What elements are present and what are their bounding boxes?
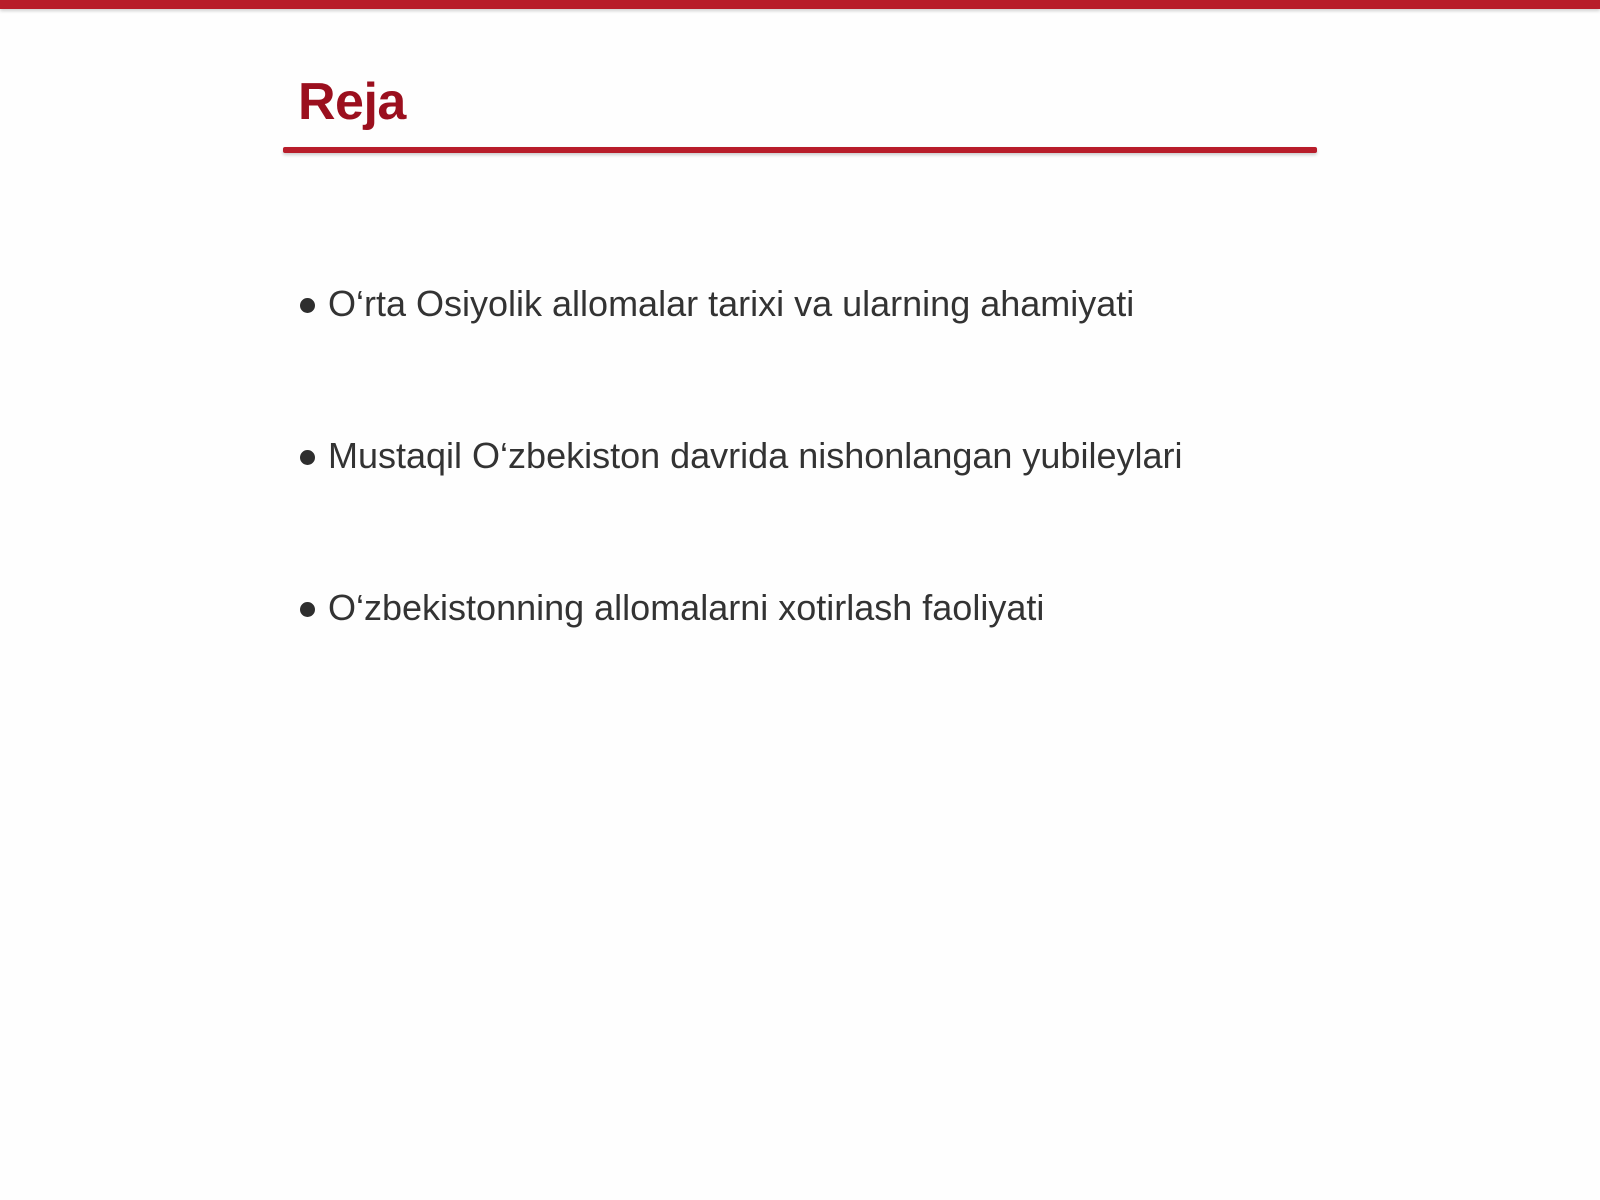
list-item (300, 272, 1300, 336)
list-item (300, 576, 1300, 640)
bullet-icon (300, 602, 315, 617)
bullet-text: O‘zbekistonning allomalarni xotirlash faoliyati (328, 587, 1045, 628)
top-accent-bar (0, 0, 1600, 9)
title-underline (283, 147, 1317, 153)
slide-title: Reja (298, 73, 406, 131)
bullet-list (300, 272, 1300, 728)
bullet-icon (300, 450, 315, 465)
bullet-text: O‘rta Osiyolik allomalar tarixi va ularning ahamiyati (328, 283, 1135, 324)
bullet-text: Mustaqil O‘zbekiston davrida nishonlangan yubileylari (328, 435, 1183, 476)
list-item (300, 424, 1300, 488)
bullet-icon (300, 298, 315, 313)
